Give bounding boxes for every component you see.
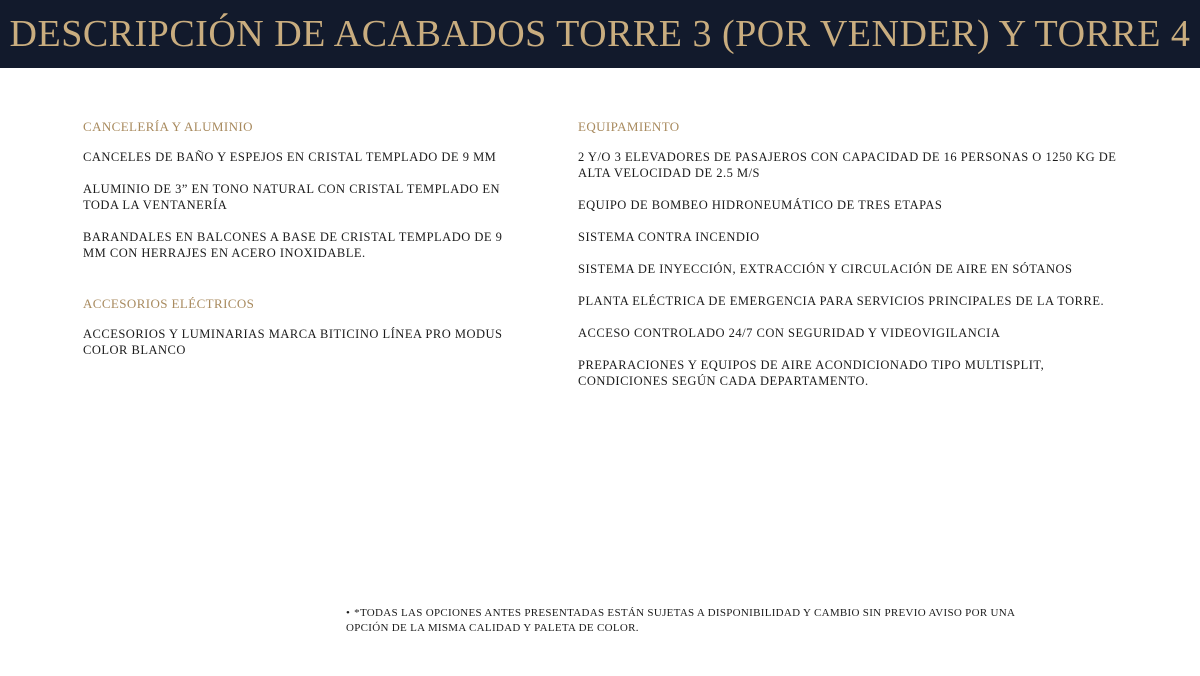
list-item: ACCESORIOS Y LUMINARIAS MARCA BITICINO LÍNEA PRO MODUS COLOR BLANCO <box>83 327 503 357</box>
section-title-accesorios: ACCESORIOS ELÉCTRICOS <box>83 296 255 311</box>
list-item: CANCELES DE BAÑO Y ESPEJOS EN CRISTAL TEMPLADO DE 9 MM <box>83 150 497 164</box>
list-item: ALUMINIO DE 3” EN TONO NATURAL CON CRISTAL TEMPLADO EN TODA LA VENTANERÍA <box>83 182 501 212</box>
left-column <box>83 118 533 382</box>
list-item: EQUIPO DE BOMBEO HIDRONEUMÁTICO DE TRES ETAPAS <box>578 198 943 212</box>
right-column <box>578 118 1158 413</box>
list-item: PLANTA ELÉCTRICA DE EMERGENCIA PARA SERVICIOS PRINCIPALES DE LA TORRE. <box>578 294 1105 308</box>
list-item: SISTEMA CONTRA INCENDIO <box>578 230 760 244</box>
header-banner <box>0 0 1200 68</box>
list-item: PREPARACIONES Y EQUIPOS DE AIRE ACONDICIONADO TIPO MULTISPLIT, CONDICIONES SEGÚN CADA DEPARTAMENTO. <box>578 358 1045 388</box>
list-item: ACCESO CONTROLADO 24/7 CON SEGURIDAD Y VIDEOVIGILANCIA <box>578 326 1001 340</box>
section-title-equipamiento: EQUIPAMIENTO <box>578 119 680 134</box>
list-item: 2 Y/O 3 ELEVADORES DE PASAJEROS CON CAPACIDAD DE 16 PERSONAS O 1250 KG DE ALTA VELOCIDAD DE 2.5 M/S <box>578 150 1117 180</box>
section-accesorios-electricos <box>83 295 533 358</box>
disclaimer-footnote <box>346 606 1026 636</box>
footnote-text: *TODAS LAS OPCIONES ANTES PRESENTADAS ESTÁN SUJETAS A DISPONIBILIDAD Y CAMBIO SIN PREVIO AVISO POR UNA OPCIÓN DE LA MISMA CALIDAD Y PALETA DE COLOR. <box>346 607 1015 634</box>
bullet-icon: • <box>346 607 351 619</box>
section-canceleria <box>83 118 533 261</box>
list-item: BARANDALES EN BALCONES A BASE DE CRISTAL TEMPLADO DE 9 MM CON HERRAJES EN ACERO INOXIDABLE. <box>83 230 503 260</box>
page-title: DESCRIPCIÓN DE ACABADOS TORRE 3 (POR VENDER) Y TORRE 4 <box>9 13 1191 55</box>
list-item: SISTEMA DE INYECCIÓN, EXTRACCIÓN Y CIRCULACIÓN DE AIRE EN SÓTANOS <box>578 262 1073 276</box>
section-title-canceleria: CANCELERÍA Y ALUMINIO <box>83 119 253 134</box>
section-equipamiento <box>578 118 1158 389</box>
